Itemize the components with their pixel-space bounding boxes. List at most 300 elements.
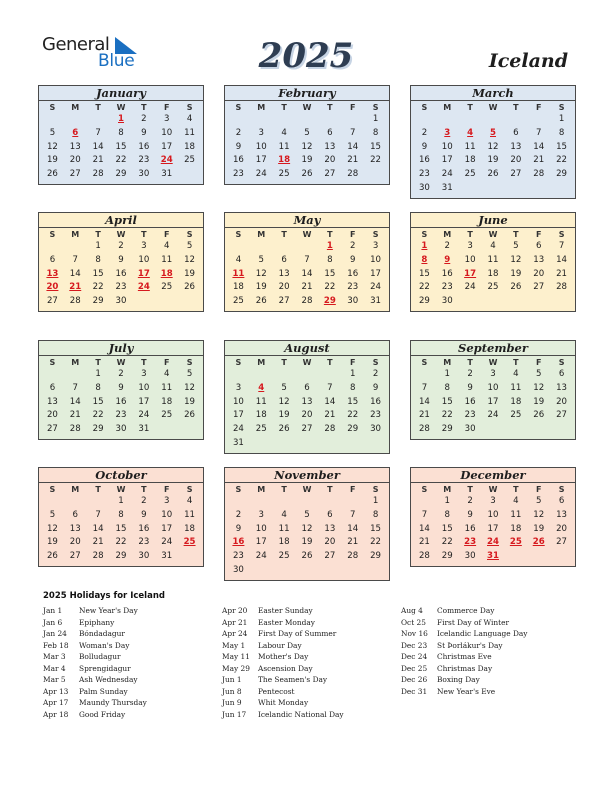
day-cell: 28 bbox=[418, 551, 430, 562]
weekday-label: F bbox=[163, 358, 170, 367]
holiday-row bbox=[43, 663, 213, 675]
month-june bbox=[410, 212, 576, 312]
day-cell: 22 bbox=[115, 155, 127, 166]
month-december bbox=[410, 467, 576, 567]
day-cell: 3 bbox=[163, 496, 170, 506]
day-cell: 22 bbox=[370, 155, 382, 166]
holiday-name: New Year's Eve bbox=[437, 686, 496, 696]
day-cell: 8 bbox=[118, 127, 124, 138]
day-cell: 8 bbox=[372, 127, 379, 138]
day-cell: 2 bbox=[467, 496, 473, 506]
day-cell: 15 bbox=[370, 523, 382, 534]
holiday-row bbox=[222, 663, 392, 675]
day-cell: 30 bbox=[418, 182, 430, 193]
day-cell: 14 bbox=[69, 268, 81, 279]
weekday-label: F bbox=[349, 230, 356, 239]
holiday-date: Oct 25 bbox=[401, 617, 426, 627]
month-title: October bbox=[39, 468, 203, 483]
day-cell: 23 bbox=[115, 282, 127, 293]
day-cell: 5 bbox=[304, 509, 310, 520]
weekday-label: T bbox=[141, 358, 147, 367]
day-cell: 20 bbox=[301, 410, 313, 421]
weekday-label: S bbox=[49, 230, 56, 239]
day-cell: 23 bbox=[138, 537, 150, 548]
day-cell: 30 bbox=[115, 296, 127, 307]
weekday-label: F bbox=[535, 230, 542, 239]
day-cell: 25 bbox=[232, 296, 244, 307]
holiday-row bbox=[401, 674, 571, 686]
month-january bbox=[38, 85, 204, 185]
holiday-name: Woman's Day bbox=[79, 640, 130, 650]
day-cell: 10 bbox=[255, 141, 267, 152]
day-cell: 24 bbox=[232, 424, 244, 435]
weekday-label: M bbox=[257, 230, 266, 239]
day-cell: 18 bbox=[487, 268, 499, 279]
day-cell: 28 bbox=[324, 424, 336, 435]
day-cell: 11 bbox=[161, 254, 173, 265]
day-cell: 30 bbox=[138, 169, 150, 180]
day-cell: 8 bbox=[118, 509, 124, 520]
weekday-label: T bbox=[513, 485, 519, 494]
empty-day-cell bbox=[459, 113, 482, 127]
holiday-date: Jun 17 bbox=[222, 709, 247, 719]
day-cell: 21 bbox=[418, 410, 430, 421]
day-cell: 15 bbox=[115, 523, 127, 534]
holiday-date: Apr 20 bbox=[222, 606, 248, 615]
holiday-row bbox=[222, 628, 392, 640]
day-cell: 30 bbox=[347, 296, 359, 307]
day-cell: 19 bbox=[510, 268, 522, 279]
day-cell: 31 bbox=[138, 424, 150, 435]
day-cell: 27 bbox=[278, 296, 290, 307]
month-title: February bbox=[225, 86, 389, 101]
month-title: May bbox=[225, 213, 389, 228]
day-cell: 26 bbox=[46, 551, 58, 562]
day-cell: 30 bbox=[370, 424, 382, 435]
day-cell: 3 bbox=[141, 241, 147, 251]
day-cell: 23 bbox=[138, 155, 150, 166]
holiday-name: Ascension Day bbox=[258, 663, 313, 673]
day-cell: 29 bbox=[92, 424, 104, 435]
month-days-grid bbox=[411, 228, 575, 311]
month-days-grid bbox=[411, 101, 575, 198]
weekday-label: M bbox=[443, 358, 452, 367]
day-cell: 28 bbox=[418, 424, 430, 435]
holiday-name: Palm Sunday bbox=[79, 686, 128, 696]
empty-day-cell bbox=[413, 113, 436, 127]
day-cell: 19 bbox=[278, 410, 290, 421]
day-cell: 9 bbox=[141, 509, 147, 520]
day-cell: 5 bbox=[49, 127, 56, 138]
day-cell: 28 bbox=[301, 296, 313, 307]
empty-day-cell bbox=[436, 113, 459, 127]
day-cell: 22 bbox=[441, 537, 453, 548]
month-days-grid bbox=[225, 228, 389, 311]
day-cell: 12 bbox=[278, 396, 290, 407]
holiday-date: Dec 24 bbox=[401, 652, 428, 661]
empty-day-cell bbox=[273, 113, 296, 127]
holiday-name: New Year's Day bbox=[79, 606, 138, 615]
holiday-name: Maundy Thursday bbox=[79, 698, 147, 707]
day-cell: 25 bbox=[510, 410, 522, 421]
day-cell: 5 bbox=[258, 254, 264, 265]
day-cell: 26 bbox=[301, 169, 313, 180]
holiday-day-cell: 1 bbox=[326, 241, 333, 251]
day-cell: 21 bbox=[418, 537, 430, 548]
holiday-row bbox=[222, 605, 392, 617]
weekday-label: T bbox=[327, 358, 333, 367]
day-cell: 15 bbox=[347, 396, 359, 407]
holiday-name: Icelandic National Day bbox=[258, 709, 344, 719]
empty-day-cell bbox=[413, 368, 436, 382]
day-cell: 21 bbox=[301, 282, 313, 293]
day-cell: 4 bbox=[235, 254, 242, 265]
empty-day-cell bbox=[87, 495, 110, 509]
day-cell: 13 bbox=[324, 141, 336, 152]
day-cell: 12 bbox=[533, 509, 545, 520]
day-cell: 12 bbox=[533, 382, 545, 393]
day-cell: 19 bbox=[533, 523, 545, 534]
day-cell: 27 bbox=[324, 551, 336, 562]
day-cell: 4 bbox=[513, 369, 519, 379]
month-september bbox=[410, 340, 576, 440]
weekday-label: S bbox=[372, 230, 379, 239]
day-cell: 18 bbox=[232, 282, 244, 293]
weekday-label: T bbox=[467, 230, 473, 239]
day-cell: 1 bbox=[444, 496, 450, 506]
day-cell: 18 bbox=[161, 396, 173, 407]
empty-day-cell bbox=[273, 240, 296, 254]
day-cell: 30 bbox=[464, 424, 476, 435]
day-cell: 24 bbox=[138, 410, 150, 421]
holiday-day-cell: 1 bbox=[421, 241, 428, 251]
weekday-label: W bbox=[488, 358, 498, 367]
holiday-row bbox=[401, 686, 571, 698]
holiday-name: Icelandic Language Day bbox=[437, 629, 528, 638]
day-cell: 16 bbox=[441, 268, 453, 279]
empty-day-cell bbox=[273, 368, 296, 382]
day-cell: 14 bbox=[324, 396, 336, 407]
weekday-label: S bbox=[49, 485, 56, 494]
day-cell: 8 bbox=[372, 509, 379, 520]
day-cell: 12 bbox=[46, 141, 58, 152]
empty-day-cell bbox=[41, 240, 64, 254]
holiday-day-cell: 4 bbox=[258, 382, 265, 393]
holiday-date: Jun 1 bbox=[222, 675, 242, 684]
day-cell: 24 bbox=[161, 537, 173, 548]
day-cell: 29 bbox=[92, 296, 104, 307]
month-days-grid bbox=[411, 356, 575, 439]
day-cell: 13 bbox=[69, 141, 81, 152]
holiday-day-cell: 5 bbox=[490, 127, 496, 138]
day-cell: 25 bbox=[161, 410, 173, 421]
day-cell: 19 bbox=[533, 396, 545, 407]
day-cell: 20 bbox=[46, 410, 58, 421]
day-cell: 7 bbox=[535, 127, 542, 138]
day-cell: 2 bbox=[349, 241, 356, 251]
day-cell: 25 bbox=[464, 169, 476, 180]
holiday-name: The Seamen's Day bbox=[258, 675, 328, 684]
day-cell: 1 bbox=[349, 369, 356, 379]
holiday-day-cell: 24 bbox=[487, 537, 499, 548]
holiday-day-cell: 4 bbox=[467, 127, 474, 138]
weekday-label: F bbox=[163, 485, 170, 494]
day-cell: 3 bbox=[258, 509, 264, 520]
day-cell: 16 bbox=[115, 268, 127, 279]
holiday-date: Jan 1 bbox=[43, 606, 63, 615]
day-cell: 25 bbox=[161, 282, 173, 293]
day-cell: 11 bbox=[464, 141, 476, 152]
day-cell: 16 bbox=[138, 141, 150, 152]
day-cell: 27 bbox=[510, 169, 522, 180]
weekday-label: T bbox=[95, 103, 101, 112]
month-november bbox=[224, 467, 390, 581]
day-cell: 2 bbox=[444, 241, 450, 251]
weekday-label: M bbox=[71, 358, 80, 367]
day-cell: 25 bbox=[278, 169, 290, 180]
day-cell: 15 bbox=[418, 268, 430, 279]
holiday-row bbox=[43, 686, 213, 698]
day-cell: 10 bbox=[232, 396, 244, 407]
day-cell: 8 bbox=[558, 127, 565, 138]
empty-day-cell bbox=[341, 113, 364, 127]
day-cell: 5 bbox=[186, 369, 193, 379]
day-cell: 12 bbox=[301, 141, 313, 152]
day-cell: 29 bbox=[418, 296, 430, 307]
day-cell: 6 bbox=[513, 127, 519, 138]
weekday-label: F bbox=[349, 103, 356, 112]
day-cell: 6 bbox=[49, 382, 56, 393]
holiday-date: Dec 31 bbox=[401, 686, 428, 696]
day-cell: 1 bbox=[444, 369, 450, 379]
empty-day-cell bbox=[318, 113, 341, 127]
day-cell: 8 bbox=[327, 254, 333, 265]
day-cell: 11 bbox=[278, 141, 290, 152]
holiday-row bbox=[222, 640, 392, 652]
day-cell: 13 bbox=[301, 396, 313, 407]
weekday-label: W bbox=[116, 485, 126, 494]
month-february bbox=[224, 85, 390, 185]
weekday-label: T bbox=[327, 230, 333, 239]
month-days-grid bbox=[225, 356, 389, 453]
day-cell: 7 bbox=[327, 382, 333, 393]
weekday-label: S bbox=[235, 103, 242, 112]
empty-day-cell bbox=[318, 368, 341, 382]
empty-day-cell bbox=[296, 495, 319, 509]
day-cell: 2 bbox=[118, 241, 124, 251]
weekday-label: S bbox=[186, 103, 193, 112]
holiday-row bbox=[222, 686, 392, 698]
holiday-day-cell: 24 bbox=[160, 155, 173, 166]
weekday-label: T bbox=[467, 103, 473, 112]
day-cell: 29 bbox=[347, 424, 359, 435]
day-cell: 2 bbox=[235, 509, 242, 520]
weekday-label: W bbox=[116, 358, 126, 367]
day-cell: 15 bbox=[92, 396, 104, 407]
day-cell: 17 bbox=[138, 396, 150, 407]
weekday-label: S bbox=[558, 230, 565, 239]
weekday-label: T bbox=[95, 485, 101, 494]
holiday-day-cell: 8 bbox=[421, 254, 428, 265]
day-cell: 14 bbox=[418, 396, 430, 407]
holiday-row bbox=[43, 674, 213, 686]
weekday-label: F bbox=[349, 485, 356, 494]
day-cell: 29 bbox=[441, 424, 453, 435]
day-cell: 18 bbox=[278, 537, 290, 548]
day-cell: 12 bbox=[46, 523, 58, 534]
day-cell: 21 bbox=[556, 268, 568, 279]
day-cell: 28 bbox=[69, 424, 81, 435]
holiday-day-cell: 17 bbox=[464, 268, 477, 279]
day-cell: 17 bbox=[232, 410, 244, 421]
weekday-label: W bbox=[488, 485, 498, 494]
day-cell: 23 bbox=[232, 169, 244, 180]
day-cell: 10 bbox=[161, 127, 173, 138]
day-cell: 10 bbox=[138, 382, 150, 393]
page-title-year: 2025 bbox=[258, 36, 354, 76]
holiday-date: Mar 3 bbox=[43, 652, 66, 661]
day-cell: 11 bbox=[184, 127, 196, 138]
empty-day-cell bbox=[64, 113, 87, 127]
day-cell: 16 bbox=[115, 396, 127, 407]
day-cell: 19 bbox=[301, 155, 313, 166]
month-title: April bbox=[39, 213, 203, 228]
day-cell: 19 bbox=[46, 155, 58, 166]
holiday-name: Christmas Eve bbox=[437, 652, 492, 661]
empty-day-cell bbox=[250, 240, 273, 254]
day-cell: 14 bbox=[69, 396, 81, 407]
holiday-date: May 1 bbox=[222, 640, 246, 650]
day-cell: 24 bbox=[255, 169, 267, 180]
holiday-date: Jun 9 bbox=[222, 698, 242, 707]
holiday-date: Feb 18 bbox=[43, 640, 69, 650]
day-cell: 21 bbox=[324, 410, 336, 421]
day-cell: 26 bbox=[301, 551, 313, 562]
holiday-row bbox=[401, 617, 571, 629]
empty-day-cell bbox=[250, 113, 273, 127]
day-cell: 4 bbox=[490, 241, 496, 251]
weekday-label: S bbox=[186, 230, 193, 239]
day-cell: 29 bbox=[115, 169, 127, 180]
day-cell: 18 bbox=[464, 155, 476, 166]
day-cell: 11 bbox=[161, 382, 173, 393]
day-cell: 13 bbox=[510, 141, 522, 152]
holiday-row bbox=[43, 709, 213, 721]
holiday-row bbox=[222, 674, 392, 686]
weekday-label: M bbox=[443, 230, 452, 239]
day-cell: 6 bbox=[558, 369, 565, 379]
day-cell: 5 bbox=[535, 496, 542, 506]
weekday-label: S bbox=[558, 358, 565, 367]
day-cell: 14 bbox=[347, 141, 359, 152]
day-cell: 22 bbox=[418, 282, 430, 293]
day-cell: 27 bbox=[533, 282, 545, 293]
day-cell: 28 bbox=[92, 169, 104, 180]
day-cell: 13 bbox=[46, 396, 58, 407]
month-days-grid bbox=[39, 483, 203, 566]
day-cell: 20 bbox=[324, 537, 336, 548]
day-cell: 6 bbox=[49, 254, 56, 265]
holiday-day-cell: 26 bbox=[532, 537, 545, 548]
day-cell: 31 bbox=[161, 551, 173, 562]
holiday-day-cell: 3 bbox=[444, 127, 451, 138]
day-cell: 14 bbox=[418, 523, 430, 534]
day-cell: 30 bbox=[115, 424, 127, 435]
day-cell: 5 bbox=[186, 241, 193, 251]
month-title: January bbox=[39, 86, 203, 101]
day-cell: 8 bbox=[444, 509, 450, 520]
empty-day-cell bbox=[64, 495, 87, 509]
weekday-label: S bbox=[421, 485, 428, 494]
day-cell: 18 bbox=[255, 410, 267, 421]
empty-day-cell bbox=[504, 113, 527, 127]
day-cell: 29 bbox=[556, 169, 568, 180]
holiday-day-cell: 25 bbox=[183, 537, 196, 548]
day-cell: 30 bbox=[232, 564, 244, 575]
day-cell: 16 bbox=[232, 155, 244, 166]
day-cell: 8 bbox=[349, 382, 356, 393]
day-cell: 6 bbox=[327, 509, 333, 520]
day-cell: 12 bbox=[301, 523, 313, 534]
holiday-date: Apr 21 bbox=[222, 617, 248, 627]
holiday-row bbox=[401, 640, 571, 652]
day-cell: 22 bbox=[92, 410, 104, 421]
day-cell: 14 bbox=[533, 141, 545, 152]
holiday-day-cell: 21 bbox=[69, 282, 82, 293]
day-cell: 17 bbox=[487, 396, 499, 407]
day-cell: 10 bbox=[370, 254, 382, 265]
day-cell: 7 bbox=[304, 254, 310, 265]
holiday-date: Aug 4 bbox=[401, 606, 423, 615]
weekday-label: W bbox=[302, 230, 312, 239]
day-cell: 31 bbox=[161, 169, 173, 180]
weekday-label: T bbox=[141, 230, 147, 239]
day-cell: 15 bbox=[324, 268, 336, 279]
day-cell: 27 bbox=[556, 537, 568, 548]
weekday-label: M bbox=[257, 103, 266, 112]
day-cell: 1 bbox=[372, 496, 379, 506]
holiday-date: Jan 6 bbox=[43, 617, 63, 627]
holiday-row bbox=[43, 605, 213, 617]
weekday-label: F bbox=[349, 358, 356, 367]
day-cell: 13 bbox=[556, 509, 568, 520]
empty-day-cell bbox=[227, 368, 250, 382]
day-cell: 27 bbox=[324, 169, 336, 180]
weekday-label: S bbox=[372, 485, 379, 494]
day-cell: 2 bbox=[235, 127, 242, 138]
day-cell: 14 bbox=[556, 254, 568, 265]
day-cell: 1 bbox=[95, 369, 101, 379]
holiday-row bbox=[43, 628, 213, 640]
day-cell: 7 bbox=[95, 127, 101, 138]
day-cell: 26 bbox=[255, 296, 267, 307]
weekday-label: S bbox=[421, 103, 428, 112]
day-cell: 20 bbox=[510, 155, 522, 166]
holiday-name: St Þorlákur's Day bbox=[437, 640, 503, 650]
holiday-day-cell: 31 bbox=[487, 551, 499, 562]
day-cell: 18 bbox=[184, 141, 196, 152]
day-cell: 24 bbox=[487, 410, 499, 421]
day-cell: 13 bbox=[278, 268, 290, 279]
day-cell: 10 bbox=[441, 141, 453, 152]
weekday-label: T bbox=[281, 358, 287, 367]
day-cell: 10 bbox=[487, 382, 499, 393]
month-days-grid bbox=[411, 483, 575, 566]
day-cell: 20 bbox=[556, 523, 568, 534]
day-cell: 15 bbox=[370, 141, 382, 152]
weekday-label: M bbox=[443, 103, 452, 112]
day-cell: 19 bbox=[184, 396, 196, 407]
